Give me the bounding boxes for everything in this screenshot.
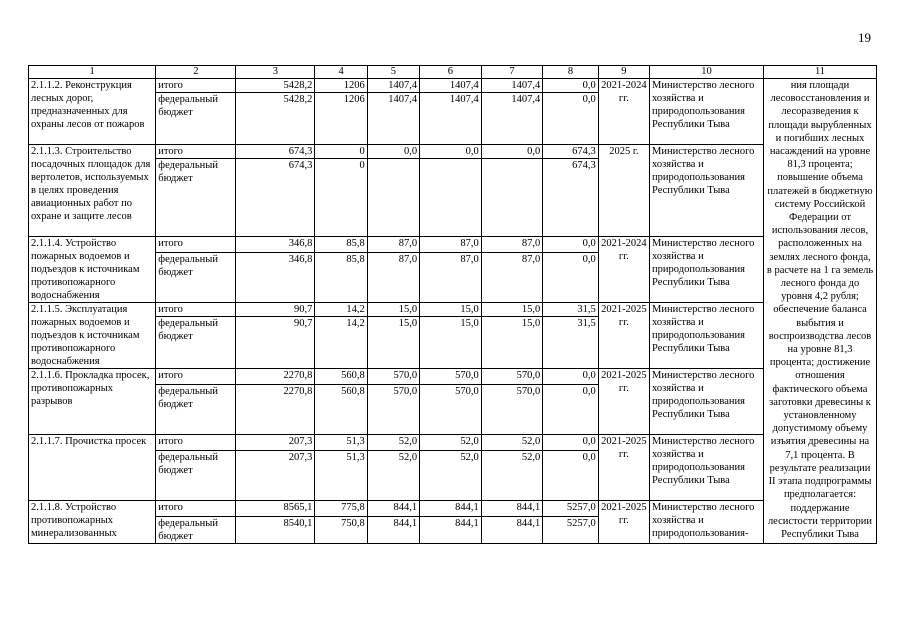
executor: Министерство лесного хозяйства и природопользования- [650,501,764,544]
table-row [29,303,877,317]
period: 2021-2024 гг. [598,237,649,303]
funding-source: итого [156,237,236,253]
value-year: 570,0 [481,385,543,435]
value-year: 570,0 [367,369,419,385]
value-year: 674,3 [543,159,598,237]
funding-source: федеральный бюджет [156,385,236,435]
funding-source: федеральный бюджет [156,317,236,369]
value-total: 346,8 [236,237,315,253]
value-year: 52,0 [420,435,482,451]
header-cell: 10 [650,66,764,79]
value-total: 90,7 [236,317,315,369]
value-year: 570,0 [420,385,482,435]
event-name: 2.1.1.7. Прочистка просек [29,435,156,501]
table-row [29,145,877,159]
funding-source: федеральный бюджет [156,93,236,145]
header-cell: 5 [367,66,419,79]
value-year: 0,0 [543,93,598,145]
value-year: 0,0 [481,145,543,159]
value-year: 0,0 [543,451,598,501]
value-year: 31,5 [543,303,598,317]
value-total: 2270,8 [236,385,315,435]
value-year: 0,0 [367,145,419,159]
period: 2021-2024 гг. [598,79,649,145]
value-year: 1407,4 [420,93,482,145]
value-year: 1206 [315,79,367,93]
value-year: 87,0 [367,237,419,253]
event-name: 2.1.1.5. Эксплуатация пожарных водоемов и подъездов к источникам противопожарного водоснабжения [29,303,156,369]
value-year: 750,8 [315,517,367,544]
value-year: 0,0 [543,237,598,253]
value-year: 0,0 [543,253,598,303]
value-year: 844,1 [420,501,482,517]
event-name: 2.1.1.6. Прокладка просек, противопожарных разрывов [29,369,156,435]
event-name: 2.1.1.4. Устройство пожарных водоемов и подъездов к источникам противопожарного водоснабжения [29,237,156,303]
value-year: 844,1 [481,501,543,517]
value-year: 844,1 [367,501,419,517]
value-year: 0,0 [543,385,598,435]
value-total: 674,3 [236,159,315,237]
value-year: 87,0 [420,237,482,253]
value-total: 346,8 [236,253,315,303]
value-year: 1407,4 [481,93,543,145]
funding-source: федеральный бюджет [156,159,236,237]
header-cell: 6 [420,66,482,79]
value-year: 87,0 [481,253,543,303]
header-cell: 7 [481,66,543,79]
value-year: 31,5 [543,317,598,369]
event-name: 2.1.1.2. Реконструкция лесных дорог, предназначенных для охраны лесов от пожаров [29,79,156,145]
value-year: 87,0 [481,237,543,253]
value-year: 0 [315,145,367,159]
header-cell: 3 [236,66,315,79]
value-total: 5428,2 [236,79,315,93]
value-year: 14,2 [315,303,367,317]
value-year: 844,1 [420,517,482,544]
event-name: 2.1.1.3. Строительство посадочных площадок для вертолетов, используемых в целях проведения авиационных работ по охране и защите лесов [29,145,156,237]
value-year [481,159,543,237]
value-year: 1206 [315,93,367,145]
value-total: 8565,1 [236,501,315,517]
value-year [420,159,482,237]
funding-source: итого [156,303,236,317]
header-cell: 9 [598,66,649,79]
value-year: 0,0 [543,79,598,93]
value-year: 51,3 [315,451,367,501]
value-year: 570,0 [367,385,419,435]
value-year: 1407,4 [420,79,482,93]
value-year: 0,0 [543,369,598,385]
expected-results: ния площади лесовосстановления и лесоразведения к площади вырубленных и погибших лесных насаждений на уровне 81,3 процента; повышение объема платежей в бюджетную систему Российской Федерации от использования лесов, расположенных на землях лесного фонда, в расчете на 1 га земель лесного фонда до уровня 4,2 рубля; обеспечение баланса выбытия и воспроизводства лесов на уровне 81,3 процента; достижение отношения фактического объема заготовки древесины к установленному допустимому объему изъятия древесины на 7,1 процента. В результате реализации II этапа подпрограммы предполагается: поддержание лесистости территории Республики Тыва [764,79,877,544]
value-total: 5428,2 [236,93,315,145]
period: 2025 г. [598,145,649,237]
value-year: 570,0 [420,369,482,385]
value-year: 52,0 [420,451,482,501]
value-year: 52,0 [367,435,419,451]
funding-source: федеральный бюджет [156,517,236,544]
header-cell: 1 [29,66,156,79]
executor: Министерство лесного хозяйства и природопользования Республики Тыва [650,369,764,435]
value-year: 570,0 [481,369,543,385]
value-year: 0,0 [420,145,482,159]
program-table [28,65,877,544]
value-total: 2270,8 [236,369,315,385]
period: 2021-2025 гг. [598,501,649,544]
funding-source: итого [156,369,236,385]
value-year: 15,0 [367,317,419,369]
value-year: 560,8 [315,369,367,385]
value-year: 775,8 [315,501,367,517]
value-year: 0,0 [543,435,598,451]
value-year: 560,8 [315,385,367,435]
header-cell: 11 [764,66,877,79]
value-year: 87,0 [420,253,482,303]
executor: Министерство лесного хозяйства и природопользования Республики Тыва [650,303,764,369]
header-cell: 2 [156,66,236,79]
value-year: 52,0 [481,435,543,451]
period: 2021-2025 гг. [598,435,649,501]
funding-source: федеральный бюджет [156,253,236,303]
value-year: 87,0 [367,253,419,303]
header-row [29,66,877,79]
event-name: 2.1.1.8. Устройство противопожарных минерализованных [29,501,156,544]
value-year: 15,0 [481,317,543,369]
funding-source: федеральный бюджет [156,451,236,501]
header-cell: 8 [543,66,598,79]
table-row [29,369,877,385]
value-year: 15,0 [420,303,482,317]
value-year: 674,3 [543,145,598,159]
value-year: 5257,0 [543,517,598,544]
value-year: 1407,4 [481,79,543,93]
executor: Министерство лесного хозяйства и природопользования Республики Тыва [650,237,764,303]
value-year [367,159,419,237]
value-year: 15,0 [481,303,543,317]
table-row [29,501,877,517]
table-row [29,79,877,93]
table-row [29,237,877,253]
value-year: 52,0 [481,451,543,501]
period: 2021-2025 гг. [598,369,649,435]
executor: Министерство лесного хозяйства и природопользования Республики Тыва [650,79,764,145]
period: 2021-2025 гг. [598,303,649,369]
value-year: 52,0 [367,451,419,501]
value-year: 85,8 [315,253,367,303]
value-year: 14,2 [315,317,367,369]
header-cell: 4 [315,66,367,79]
value-year: 15,0 [420,317,482,369]
value-total: 8540,1 [236,517,315,544]
value-total: 674,3 [236,145,315,159]
executor: Министерство лесного хозяйства и природопользования Республики Тыва [650,435,764,501]
value-year: 1407,4 [367,93,419,145]
funding-source: итого [156,435,236,451]
value-year: 844,1 [367,517,419,544]
value-year: 844,1 [481,517,543,544]
value-year: 85,8 [315,237,367,253]
table-row [29,435,877,451]
value-year: 51,3 [315,435,367,451]
funding-source: итого [156,79,236,93]
value-total: 90,7 [236,303,315,317]
executor: Министерство лесного хозяйства и природопользования Республики Тыва [650,145,764,237]
value-year: 0 [315,159,367,237]
funding-source: итого [156,145,236,159]
value-year: 1407,4 [367,79,419,93]
page-number: 19 [858,30,871,45]
value-year: 5257,0 [543,501,598,517]
value-total: 207,3 [236,435,315,451]
value-total: 207,3 [236,451,315,501]
funding-source: итого [156,501,236,517]
value-year: 15,0 [367,303,419,317]
